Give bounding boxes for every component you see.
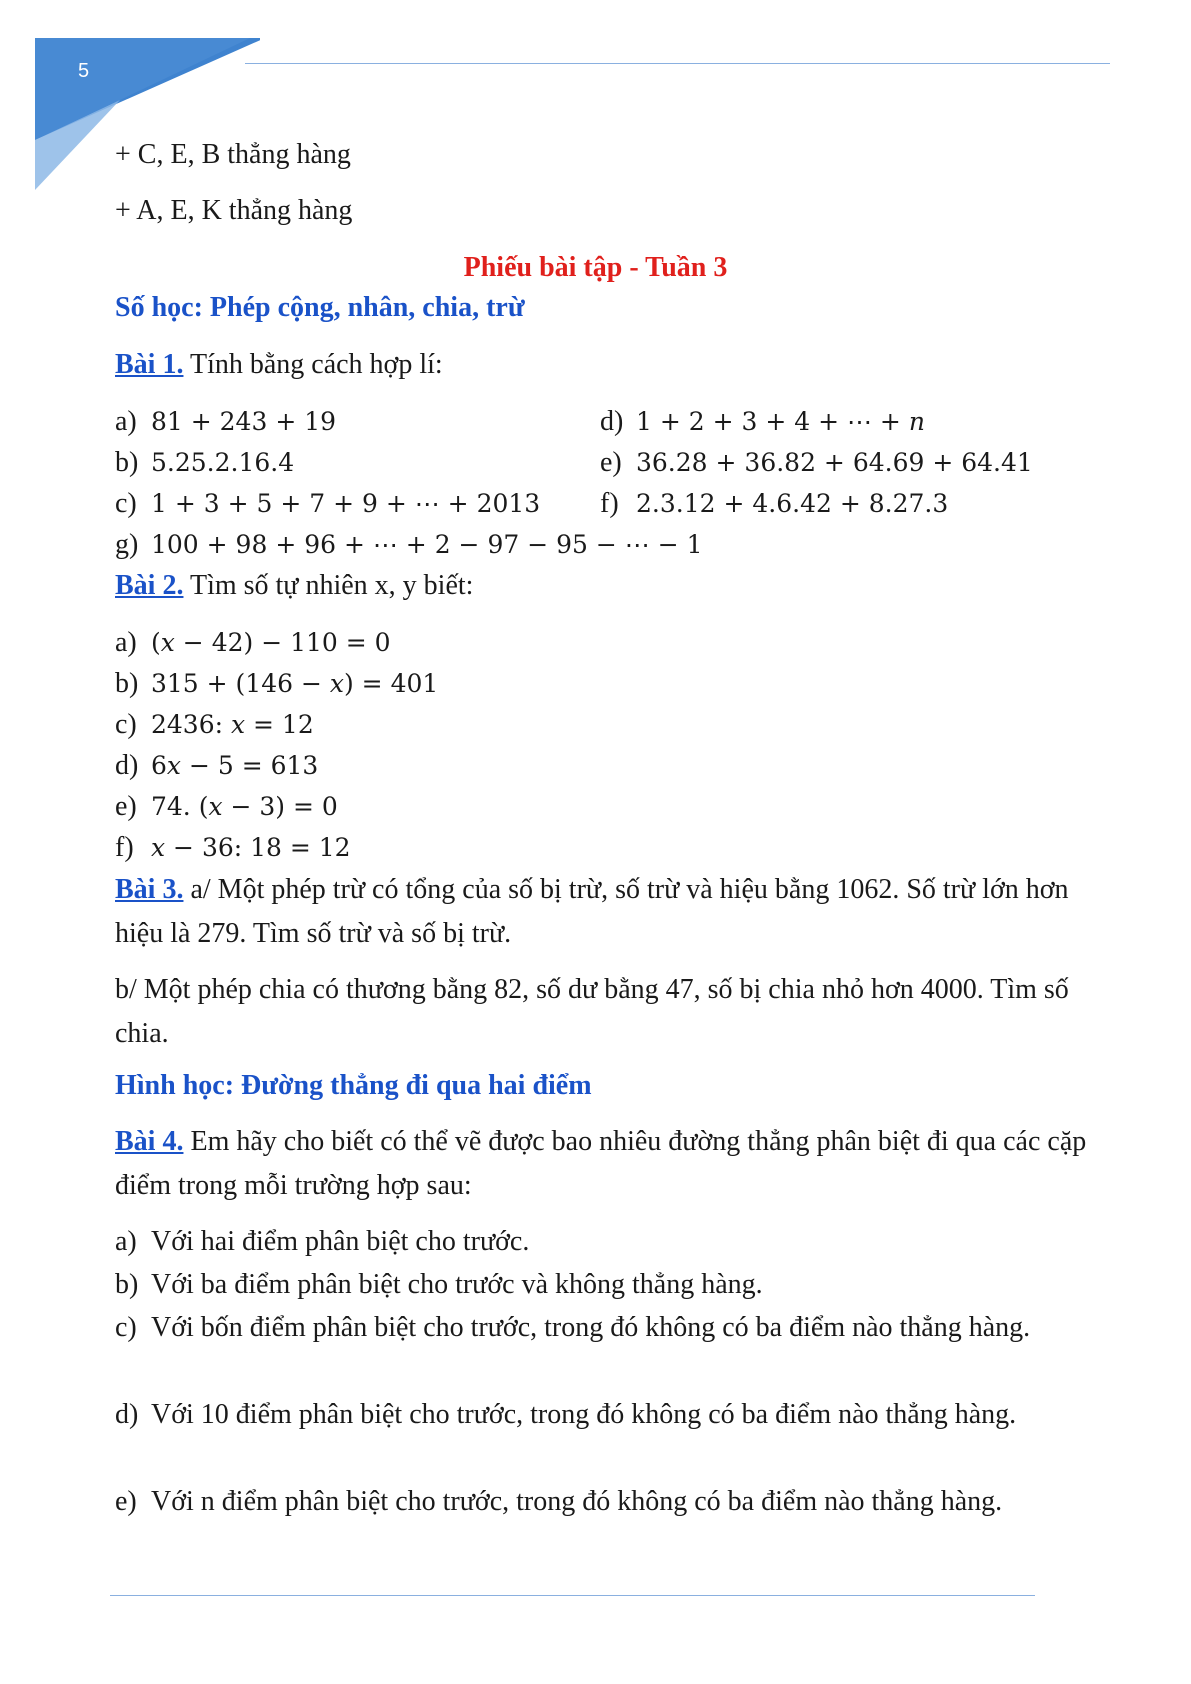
bai1-item-f [600,486,948,522]
bai4-label: Bài 4. [115,1126,184,1157]
item-text: Với hai điểm phân biệt cho trước. [151,1226,530,1257]
bai3-label: Bài 3. [115,874,184,905]
bai4-item-d [115,1393,1124,1437]
bai1-prompt [115,347,443,383]
item-expression: 74. (𝑥 − 3) = 0 [151,792,338,821]
bai1-label: Bài 1. [115,349,184,380]
item-label: a) [115,406,137,437]
item-text: Với ba điểm phân biệt cho trước và không thẳng hàng. [151,1269,763,1300]
item-expression: 1 + 3 + 5 + 7 + 9 + ⋯ + 2013 [151,489,541,518]
worksheet-title: Phiếu bài tập - Tuần 3 [463,252,728,283]
intro-line-2: + A, E, K thẳng hàng [115,195,353,226]
bai1-item-a [115,404,336,440]
footer-rule [110,1595,1035,1596]
item-label: g) [115,529,139,560]
item-label: d) [115,750,139,781]
bai2-label: Bài 2. [115,570,184,601]
item-expression: 36.28 + 36.82 + 64.69 + 64.41 [636,448,1033,477]
item-expression: 𝑥 − 36: 18 = 12 [151,833,351,862]
item-expression: 6𝑥 − 5 = 613 [151,751,319,780]
section-heading-geometry: Hình học: Đường thẳng đi qua hai điểm [115,1070,592,1101]
item-expression: 100 + 98 + 96 + ⋯ + 2 − 97 − 95 − ⋯ − 1 [151,530,703,559]
item-label: c) [115,709,137,740]
item-text: Với n điểm phân biệt cho trước, trong đó không có ba điểm nào thẳng hàng. [151,1486,1003,1517]
item-expression: 1 + 2 + 3 + 4 + ⋯ + 𝑛 [636,407,925,436]
item-label: e) [115,791,137,822]
page-number: 5 [78,60,90,82]
bai2-item-f [115,830,351,866]
item-label: f) [600,488,619,519]
item-expression: 315 + (146 − 𝑥) = 401 [151,669,439,698]
bai4-prompt [115,1120,1088,1208]
bai3-part-a [115,868,1088,956]
item-label: d) [600,406,624,437]
section-heading-arithmetic: Số học: Phép cộng, nhân, chia, trừ [115,292,525,323]
item-expression: 2436: 𝑥 = 12 [151,710,314,739]
item-label: f) [115,832,134,863]
item-label: e) [115,1486,137,1517]
bai4-item-e [115,1480,1124,1524]
bai3-part-b: b/ Một phép chia có thương bằng 82, số dư bằng 47, số bị chia nhỏ hơn 4000. Tìm số chia. [115,974,1069,1049]
bai1-item-c [115,486,540,522]
item-label: b) [115,1269,139,1300]
bai4-item-c [115,1306,1124,1350]
item-label: c) [115,1312,137,1343]
item-label: a) [115,1226,137,1257]
bai4-item-b [115,1263,1124,1307]
item-label: e) [600,447,622,478]
bai1-item-g [115,527,703,563]
header-rule [245,63,1110,64]
item-label: d) [115,1399,139,1430]
bai2-text: Tìm số tự nhiên x, y biết: [183,570,474,601]
bai4-item-a [115,1220,1124,1264]
item-label: b) [115,668,139,699]
bai1-text: Tính bằng cách hợp lí: [183,349,443,380]
bai2-item-e [115,789,338,825]
bai2-item-d [115,748,318,784]
item-label: c) [115,488,137,519]
item-expression: 5.25.2.16.4 [151,448,295,477]
bai1-item-b [115,445,294,481]
bai2-prompt [115,568,473,604]
intro-line-1: + C, E, B thẳng hàng [115,139,351,170]
bai2-item-a [115,625,391,661]
item-text: Với 10 điểm phân biệt cho trước, trong đó không có ba điểm nào thẳng hàng. [151,1399,1017,1430]
bai3-part-a-text: a/ Một phép trừ có tổng của số bị trừ, số trừ và hiệu bằng 1062. Số trừ lớn hơn hiệu là 279. Tìm số trừ và số bị trừ. [115,874,1069,949]
item-expression: 81 + 243 + 19 [151,407,337,436]
bai4-text: Em hãy cho biết có thể vẽ được bao nhiêu đường thẳng phân biệt đi qua các cặp điểm trong mỗi trường hợp sau: [115,1126,1087,1201]
bai1-item-e [600,445,1033,481]
item-label: a) [115,627,137,658]
item-expression: 2.3.12 + 4.6.42 + 8.27.3 [636,489,949,518]
bai1-item-d [600,404,925,440]
bai2-item-c [115,707,314,743]
item-expression: (𝑥 − 42) − 110 = 0 [151,628,391,657]
item-label: b) [115,447,139,478]
item-text: Với bốn điểm phân biệt cho trước, trong đó không có ba điểm nào thẳng hàng. [151,1312,1031,1343]
bai2-item-b [115,666,438,702]
